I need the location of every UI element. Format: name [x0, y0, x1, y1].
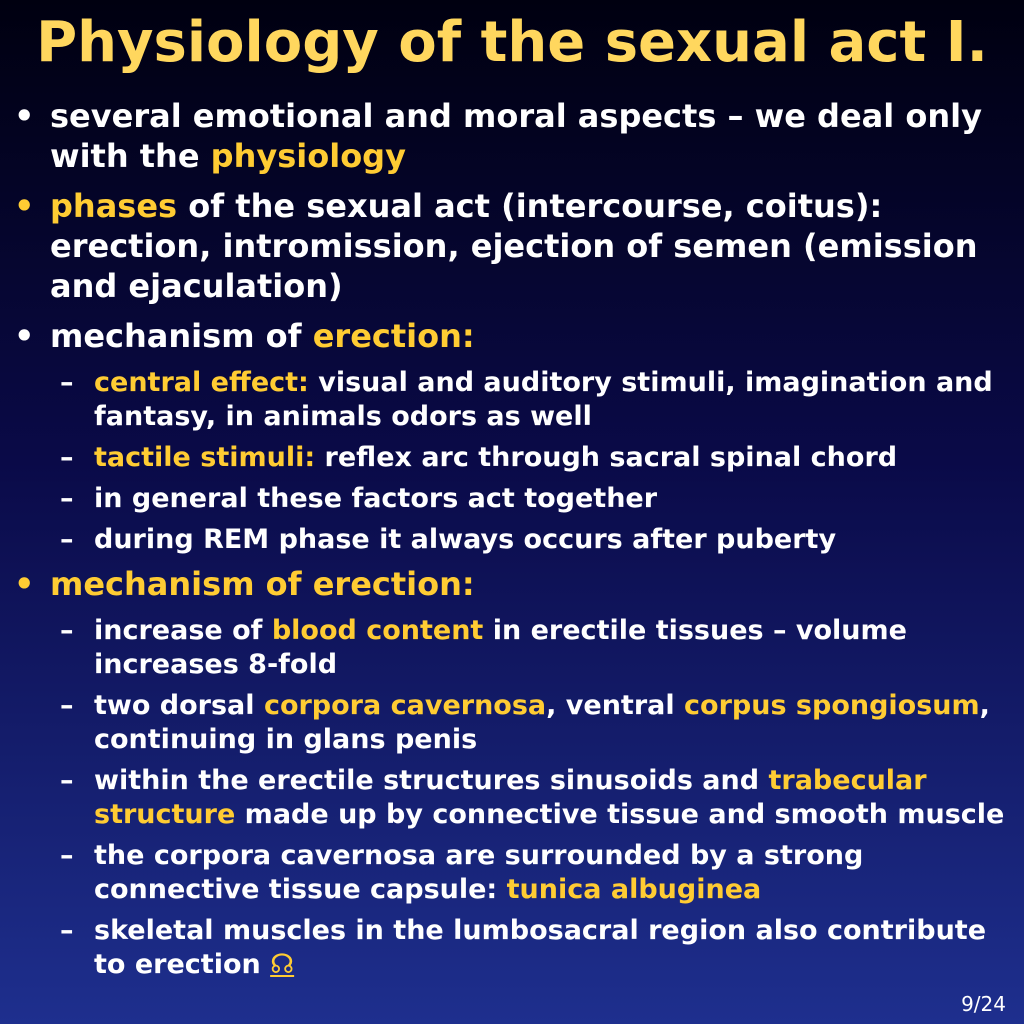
dash-icon: –: [60, 442, 74, 473]
highlight-erection: erection:: [312, 317, 475, 355]
hyperlink-icon[interactable]: ☊: [270, 949, 295, 980]
sub-bullet-corpora: – two dorsal corpora cavernosa, ventral corpus spongiosum, continuing in glans penis: [60, 690, 990, 755]
bullet-dot-icon: •: [14, 187, 35, 225]
dash-icon: –: [60, 915, 74, 946]
dash-icon: –: [60, 690, 74, 721]
sub-bullet-central-effect: – central effect: visual and auditory stimuli, imagination and fantasy, in animals odors as well: [60, 367, 993, 432]
page-number: 9/24: [961, 992, 1006, 1016]
dash-icon: –: [60, 840, 74, 871]
dash-icon: –: [60, 765, 74, 796]
dash-icon: –: [60, 483, 74, 514]
bullet-emotional-aspects: • several emotional and moral aspects – we deal only with the physiology: [14, 97, 982, 175]
bullet-dot-icon: •: [14, 317, 35, 355]
bullet-mechanism-erection-1: • mechanism of erection:: [14, 317, 475, 355]
highlight-physiology: physiology: [210, 137, 406, 175]
bullet-phases: • phases of the sexual act (intercourse, coitus): erection, intromission, ejection of semen (emission and ejaculation): [14, 187, 978, 305]
highlight-phases: phases: [50, 187, 178, 225]
sub-bullet-tunica: – the corpora cavernosa are surrounded by a strong connective tissue capsule: tunica albuginea: [60, 840, 864, 905]
sub-bullet-trabecular: – within the erectile structures sinusoids and trabecular structure made up by connective tissue and smooth muscle: [60, 765, 1005, 830]
sub-bullet-blood-content: – increase of blood content in erectile tissues – volume increases 8-fold: [60, 615, 907, 680]
bullet-dot-icon: •: [14, 97, 35, 135]
sub-bullet-skeletal-muscles: – skeletal muscles in the lumbosacral region also contribute to erection ☊: [60, 915, 987, 980]
slide-title: Physiology of the sexual act I.: [36, 10, 988, 75]
dash-icon: –: [60, 524, 74, 555]
sub-bullet-factors-together: – in general these factors act together: [60, 483, 658, 514]
sub-bullet-rem-phase: – during REM phase it always occurs after puberty: [60, 524, 837, 555]
bullet-dot-icon: •: [14, 565, 35, 603]
dash-icon: –: [60, 367, 74, 398]
sub-bullet-tactile-stimuli: – tactile stimuli: reflex arc through sacral spinal chord: [60, 442, 898, 473]
bullet-mechanism-erection-2: • mechanism of erection:: [14, 565, 475, 603]
slide-content: [14, 96, 1009, 989]
dash-icon: –: [60, 615, 74, 646]
